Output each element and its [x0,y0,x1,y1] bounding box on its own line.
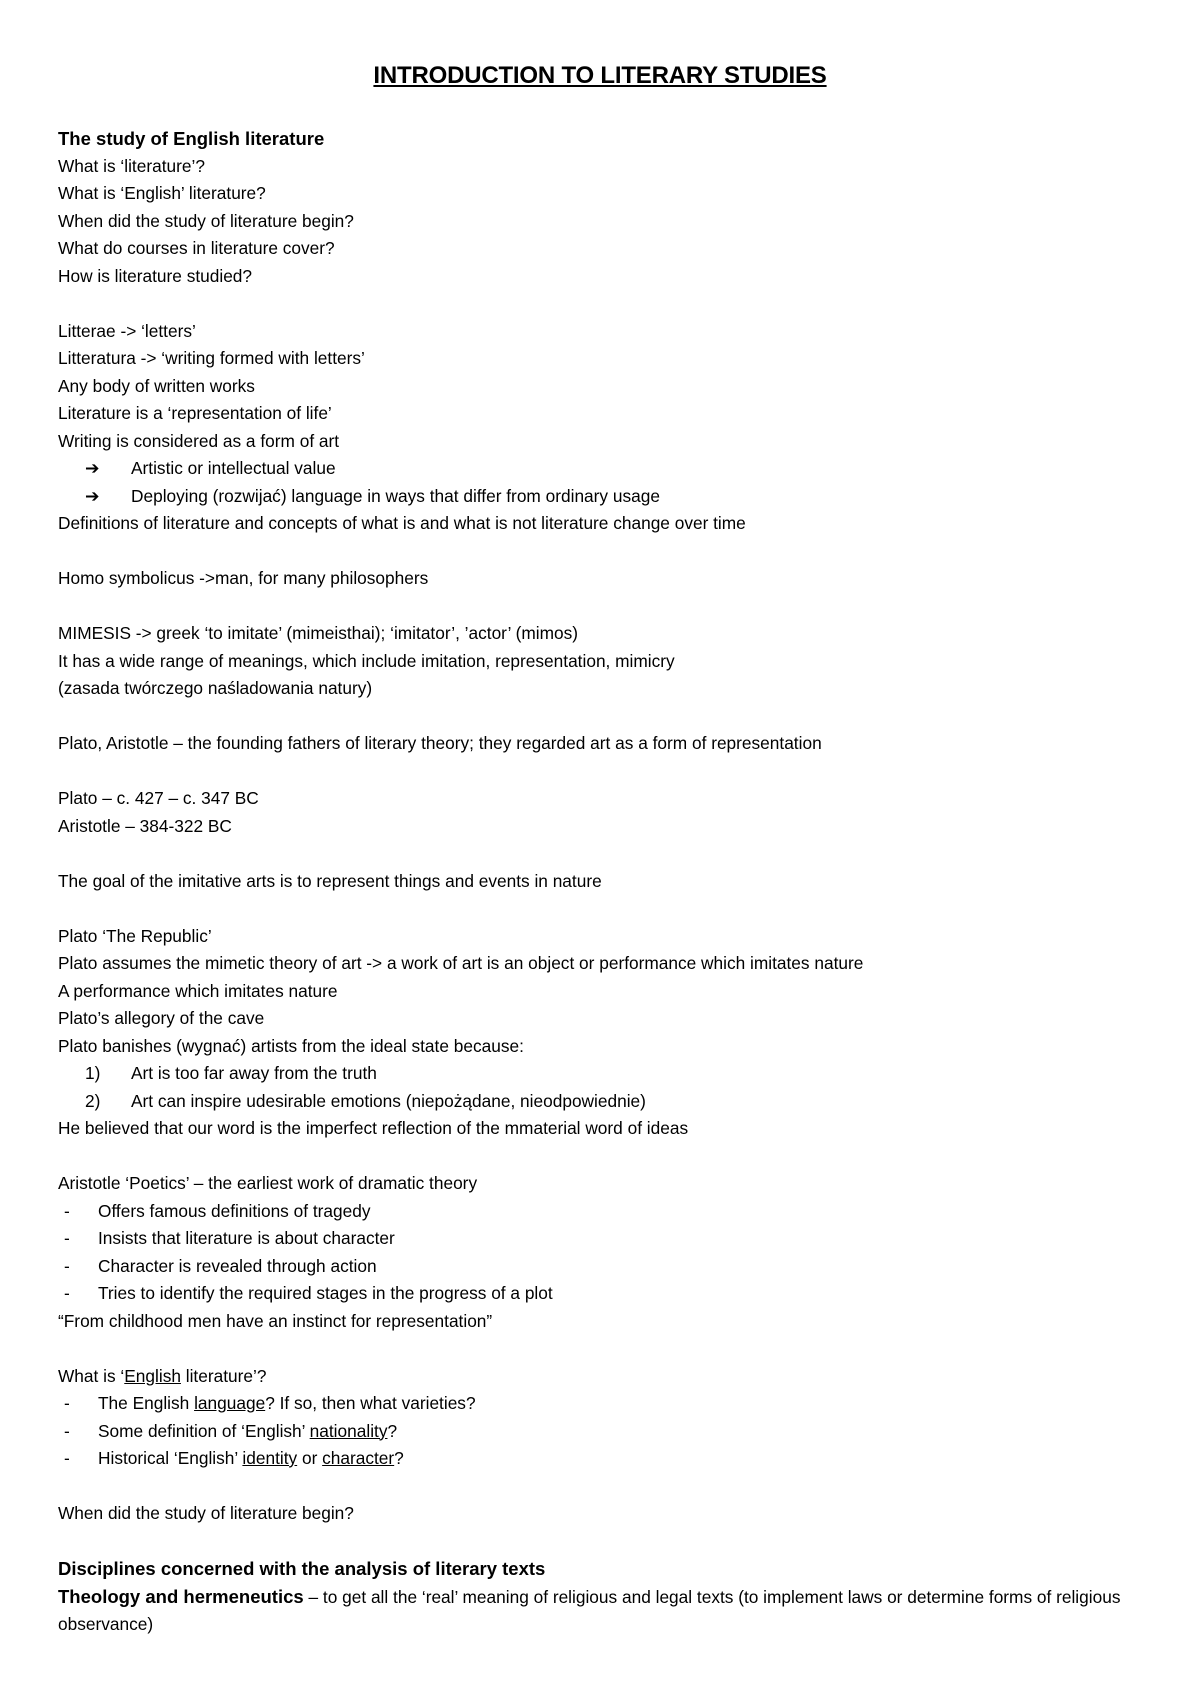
numbered-item [58,1060,1148,1088]
arrow-right-icon: ➔ [85,485,100,506]
arrow-bullet [58,455,1148,483]
text-line: The goal of the imitative arts is to represent things and events in nature [58,870,602,891]
spacer [58,895,1148,923]
list-number: 2) [85,1090,101,1111]
dash-bullet [58,1253,1148,1281]
underlined-term: English [124,1365,181,1386]
text-line: Aristotle – 384-322 BC [58,815,232,836]
text-line: Writing is considered as a form of art [58,430,340,451]
text-fragment: or [297,1448,323,1468]
text-line: MIMESIS -> greek ‘to imitate’ (mimeisthai); ‘imitator’, ’actor’ (mimos) [58,623,578,643]
text-fragment: ? [394,1448,404,1468]
question-line: What do courses in literature cover? [58,238,335,258]
question-line: What is ‘English’ literature? [58,183,266,203]
text-line: Plato – c. 427 – c. 347 BC [58,788,259,808]
text-line: Plato ‘The Republic’ [58,925,212,946]
dash-bullet [58,1445,1148,1473]
text-fragment: ? If so, then what varieties? [265,1393,476,1413]
dash-marker: - [64,1448,70,1468]
dash-marker: - [64,1420,70,1441]
dash-bullet-text: Offers famous definitions of tragedy [98,1200,371,1221]
spacer [58,1528,1148,1556]
numbered-item-text: Art is too far away from the truth [131,1063,377,1083]
text-line: Litterae -> ‘letters’ [58,320,196,341]
text-line: (zasada twórczego naśladowania natury) [58,678,373,698]
dash-bullet [58,1390,1148,1418]
question-line: When did the study of literature begin? [58,1503,354,1523]
underlined-term: language [194,1393,266,1413]
dash-marker: - [64,1255,70,1276]
text-line: Plato’s allegory of the cave [58,1008,265,1028]
underlined-term: identity [242,1448,298,1468]
dash-bullet-text: Tries to identify the required stages in the progress of a plot [98,1283,553,1303]
text-line: A performance which imitates nature [58,980,338,1001]
underlined-term: character [322,1448,395,1468]
spacer [58,1473,1148,1501]
text-fragment: Some definition of ‘English’ [98,1420,310,1441]
spacer [58,703,1148,731]
theology-term: Theology and hermeneutics [58,1585,304,1607]
dash-marker: - [64,1200,70,1221]
arrow-bullet-text: Deploying (rozwijać) language in ways that differ from ordinary usage [131,485,660,506]
numbered-item [58,1088,1148,1116]
numbered-item-text: Art can inspire udesirable emotions (niepożądane, nieodpowiednie) [131,1090,646,1111]
question-line: How is literature studied? [58,265,253,286]
dash-bullet-text: Character is revealed through action [98,1255,377,1276]
dash-bullet [58,1225,1148,1253]
theology-text: – to get all the ‘real’ meaning of religious and legal texts (to implement laws or determine forms of religious observance) [58,1586,1121,1634]
quote-line: “From childhood men have an instinct for representation” [58,1310,493,1331]
text-line: Plato banishes (wygnać) artists from the ideal state because: [58,1035,524,1056]
question-line [58,1363,1148,1391]
text-fragment: Historical ‘English’ [98,1448,243,1468]
question-line: When did the study of literature begin? [58,210,354,231]
question-line: What is ‘literature’? [58,155,205,176]
spacer [58,840,1148,868]
dash-marker: - [64,1228,70,1248]
text-line: Literature is a ‘representation of life’ [58,403,332,423]
list-number: 1) [85,1063,101,1083]
text-line: Aristotle ‘Poetics’ – the earliest work of dramatic theory [58,1173,478,1193]
text-fragment: The English [98,1393,195,1413]
spacer [58,290,1148,318]
text-line: Plato assumes the mimetic theory of art -> a work of art is an object or performance which imitates nature [58,953,864,973]
dash-marker: - [64,1283,70,1303]
text-fragment: What is ‘ [58,1365,125,1386]
dash-bullet [58,1418,1148,1446]
text-line: Litteratura -> ‘writing formed with letters’ [58,348,365,368]
text-fragment: literature’? [180,1365,267,1386]
text-line: He believed that our word is the imperfect reflection of the mmaterial word of ideas [58,1118,689,1138]
arrow-bullet-text: Artistic or intellectual value [131,458,336,478]
spacer [58,593,1148,621]
text-fragment: ? [387,1420,398,1441]
page-title: INTRODUCTION TO LITERARY STUDIES [373,62,827,89]
text-line: Plato, Aristotle – the founding fathers of literary theory; they regarded art as a form of representation [58,733,822,753]
text-line: Any body of written works [58,375,255,396]
arrow-right-icon: ➔ [85,458,100,478]
dash-bullet [58,1280,1148,1308]
theology-paragraph [58,1583,1148,1639]
dash-bullet [58,1198,1148,1226]
section-heading-disciplines: Disciplines concerned with the analysis of literary texts [58,1558,546,1579]
spacer [58,1335,1148,1363]
dash-marker: - [64,1393,70,1413]
spacer [58,538,1148,566]
section-heading-study: The study of English literature [58,128,325,149]
spacer [58,1143,1148,1171]
text-line: Homo symbolicus ->man, for many philosophers [58,568,429,588]
text-line: Definitions of literature and concepts of what is and what is not literature change over time [58,513,746,533]
document-body [58,125,1148,1639]
underlined-term: nationality [309,1420,388,1441]
spacer [58,758,1148,786]
dash-bullet-text: Insists that literature is about character [98,1228,395,1248]
text-line: It has a wide range of meanings, which include imitation, representation, mimicry [58,650,675,671]
arrow-bullet [58,483,1148,511]
